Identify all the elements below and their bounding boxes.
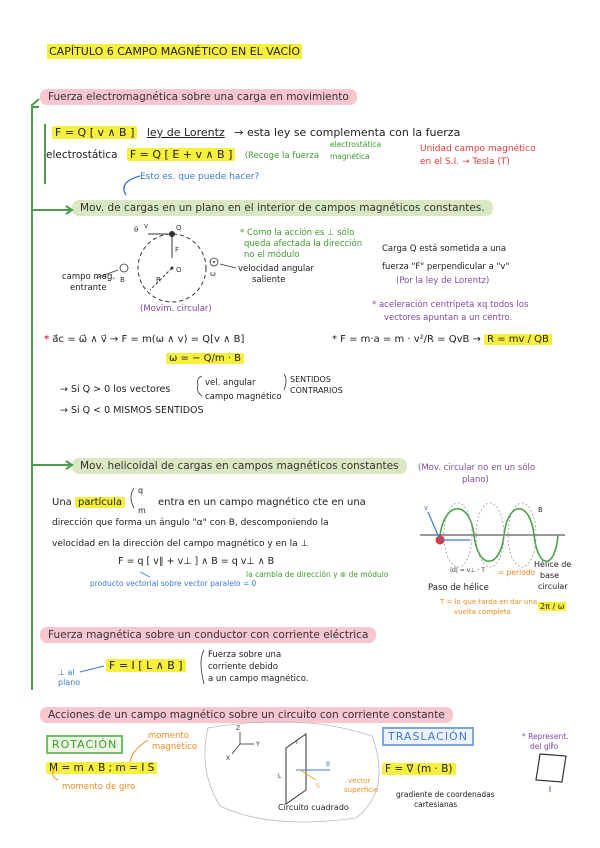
circle-label-B: B: [120, 276, 125, 284]
momento-giro: momento de giro: [62, 782, 136, 792]
loop-label-B: B: [326, 761, 331, 768]
recoge-text: (Recoge la fuerza: [244, 151, 320, 161]
perp-1: ⊥ al: [58, 668, 75, 677]
t-frac: 2π / ω: [540, 602, 565, 611]
carga-desc-1: Carga Q está sometida a una: [382, 244, 507, 254]
arrow-question: [124, 176, 140, 195]
lorentz-desc: → esta ley se complementa con la fuerza: [234, 126, 461, 139]
sec3-line2: dirección que forma un ángulo "α" con B, descomponiendo la: [52, 518, 329, 528]
eq-rotacion: M = m ∧ B ; m = I S: [46, 762, 157, 774]
helix-diagram: [420, 503, 565, 574]
question-text: Esto es. que puede hacer?: [140, 172, 260, 182]
circle-label-R: R: [156, 276, 161, 284]
arrow-velang: [220, 264, 236, 268]
note-accion-2: queda afectada la dirección: [244, 239, 363, 249]
sentidos-1: SENTIDOS: [290, 375, 331, 384]
helix-label-vt: |d| = v⊥ · T: [450, 567, 485, 574]
helice-2: base: [540, 571, 560, 580]
eq-traslacion: F = ∇ (m · B): [382, 763, 456, 775]
eq-r-text: R = mv / QB: [484, 334, 552, 345]
circle-label-O: O: [176, 266, 182, 274]
section1-header: Fuerza electromagnética sobre una carga en movimiento: [40, 89, 357, 105]
lorentz-formula-text: F = Q [ v ∧ B ]: [52, 126, 137, 139]
circle-label-theta: θ: [134, 226, 139, 234]
helix-v: [428, 512, 440, 540]
sec3-una: Una: [52, 497, 72, 508]
acel-note-2: vectores apuntan a un centro.: [384, 313, 513, 323]
helice-1: Hélice de: [534, 560, 572, 569]
loop-label-S: S: [316, 783, 320, 790]
paso-helice: Paso de hélice: [428, 583, 489, 593]
momento-mag-1: momento: [148, 731, 189, 741]
sec3-note-2: plano): [462, 475, 489, 485]
note-accion-3: no el módulo: [244, 250, 300, 260]
axis-x: [232, 744, 240, 754]
carga-desc-2: fuerza "F" perpendicular a "v": [382, 262, 510, 272]
gradiente-2: cartesianas: [414, 800, 458, 809]
momento-mag-2: magnético: [152, 742, 198, 752]
brace-sec4: [201, 650, 204, 684]
brace-qm: [131, 488, 134, 508]
represent-2: del giro: [530, 742, 559, 751]
arrow-momento-mag: [130, 740, 148, 762]
sec4-desc-2: corriente debido: [208, 662, 278, 672]
si-q-negative: → Si Q < 0 MISMOS SENTIDOS: [60, 405, 204, 416]
eq-ac-text: a⃗c = ω⃗ ∧ v⃗ → F = m(ω ∧ v) = Q[v ∧ B]: [52, 334, 245, 345]
recoge-opt2: magnética: [330, 152, 370, 161]
si-q-positive-b: campo magnético: [205, 392, 282, 402]
electro-word: electrostática: [46, 149, 118, 161]
helix-label-v: v: [424, 504, 429, 512]
sec3-line1-cont: entra en un campo magnético cte en una: [158, 497, 366, 508]
circle-label-F: F: [175, 246, 180, 254]
section4-header: Fuerza magnética sobre un conductor con corriente eléctrica: [40, 627, 376, 643]
sec3-m: m: [138, 506, 146, 515]
unidad-line1: Unidad campo magnético: [420, 144, 536, 154]
sec3-eq: F = q [ v∥ + v⊥ ] ∧ B = q v⊥ ∧ B: [118, 556, 275, 567]
helix-label-B: B: [538, 506, 543, 514]
circuit-area: [205, 722, 379, 822]
unidad-line2: en el S.I. → Tesla (T): [420, 157, 510, 167]
section2-header: Mov. de cargas en un plano en el interior de campos magnéticos constantes.: [72, 200, 493, 216]
axis-label-y: Y: [256, 741, 260, 748]
underline-sub1: [140, 572, 150, 577]
traslacion-box: TRASLACIÓN: [382, 727, 474, 746]
sentidos-2: CONTRARIOS: [290, 386, 343, 395]
sec3-particula: partícula: [75, 497, 125, 508]
S-vector: [300, 770, 316, 780]
page-title: CAPÍTULO 6 CAMPO MAGNÉTICO EN EL VACÍO: [49, 45, 301, 58]
arrow-campo: [96, 270, 118, 278]
campo-mag-1: campo mag.: [62, 272, 116, 282]
lorentz-name: ley de Lorentz: [146, 126, 225, 139]
periodo: = periodo: [498, 568, 536, 577]
sec4-formula: F = I [ L ∧ B ]: [106, 659, 186, 672]
sec3-sub1: producto vectorial sobre vector paralelo = 0: [90, 579, 257, 588]
eq-ac-star: *: [44, 334, 50, 345]
connector-sec1: [31, 99, 39, 106]
t-desc-2: vuelta completa: [454, 608, 511, 616]
axis-label-z: Z: [236, 725, 241, 732]
acel-note-1: * aceleración centrípeta xq todos los: [372, 300, 529, 310]
carga-desc-3: (Por la ley de Lorentz): [396, 276, 490, 286]
brace-sentidos: [284, 374, 286, 390]
perp-2: plano: [58, 678, 81, 687]
recoge-opt1: electrostática: [330, 140, 382, 149]
campo-mag-2: entrante: [70, 283, 107, 293]
loop-label-L: L: [278, 773, 282, 780]
center-O: [171, 267, 174, 270]
sec3-line3: velocidad en la dirección del campo magnético y en la ⊥: [52, 539, 309, 549]
vector-sup-1: vector: [348, 777, 371, 785]
sec3-note-1: (Mov. circular no en un sólo: [418, 463, 536, 473]
omega-dot: [213, 261, 215, 263]
section5-header: Acciones de un campo magnético sobre un circuito con corriente constante: [40, 707, 453, 723]
circle-label-v: v: [144, 222, 149, 230]
helice-3: circular: [538, 582, 568, 591]
vel-angular-2: saliente: [252, 275, 286, 285]
rotation-square: [536, 754, 566, 782]
section3-header: Mov. helicoidal de cargas en campos magnéticos constantes: [72, 458, 407, 474]
sec3-q: q: [138, 486, 144, 495]
sec3-sub2: la cambia de dirección y ⊗ de módulo: [246, 570, 389, 579]
axis-label-x: X: [226, 755, 231, 762]
loop-label-I: I: [296, 739, 298, 746]
mov-circular: (Movim. circular): [140, 304, 212, 314]
eq-w: ω = − Q/m · B: [166, 353, 244, 364]
represent-1: * Represent.: [522, 732, 569, 741]
vel-angular-1: velocidad angular: [238, 264, 315, 274]
vector-sup-2: superficie: [344, 786, 379, 794]
si-q-positive-a: vel. angular: [205, 378, 256, 388]
rotacion-box: ROTACIÓN: [46, 735, 123, 754]
eq-f-text: * F = m·a = m · v²/R = QvB →: [332, 334, 481, 345]
sec4-desc-1: Fuerza sobre una: [208, 650, 282, 660]
circle-label-Q: Q: [176, 224, 182, 232]
radius-line: [150, 268, 172, 290]
gradiente-1: gradiente de coordenadas: [396, 790, 495, 799]
B-symbol: [120, 264, 128, 272]
si-q-positive: → Si Q > 0 los vectores: [60, 384, 171, 395]
note-accion-1: * Como la acción es ⊥ sólo: [240, 228, 355, 238]
t-desc-1: T = lo que tarda en dar una: [440, 598, 538, 606]
brace-vectors: [198, 376, 203, 396]
circle-label-w: ω: [210, 270, 216, 278]
sec4-desc-3: a un campo magnético.: [208, 674, 309, 684]
arrow-momento-giro: [53, 770, 58, 780]
arrow-perp: [80, 666, 104, 672]
full-formula: F = Q [ E + v ∧ B ]: [127, 148, 236, 161]
circuito-label: Circuito cuadrado: [278, 803, 349, 812]
